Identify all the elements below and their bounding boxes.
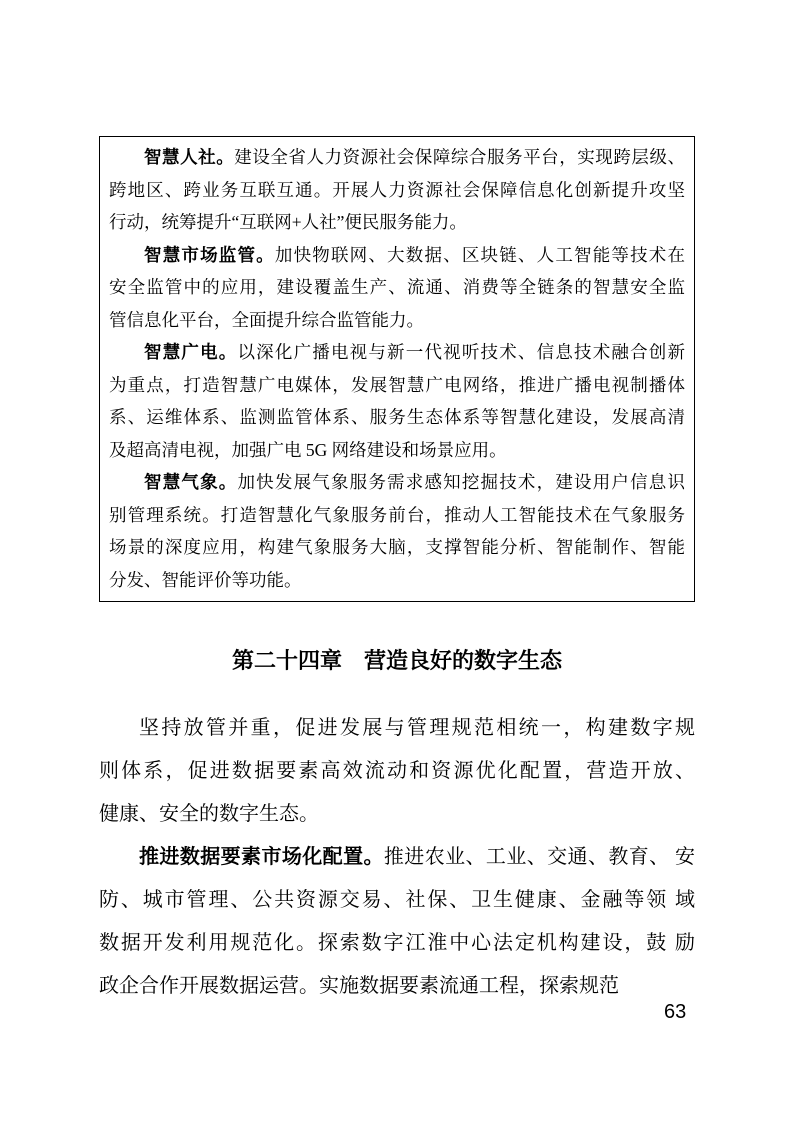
text-line: 智慧广电。以深化广播电视与新一代视听技术、信息技术融合创新 [144, 342, 686, 362]
paragraph [109, 141, 685, 239]
text-line: 则体系，促进数据要素高效流动和资源优化配置，营造开放、 [99, 760, 695, 782]
text-line: 推进数据要素市场化配置。推进农业、工业、交通、教育、 安 [139, 846, 696, 868]
paragraph-lead: 智慧广电。 [144, 342, 238, 362]
main-text [99, 707, 695, 1008]
text-line: 智慧市场监管。加快物联网、大数据、区块链、人工智能等技术在 [144, 244, 685, 265]
paragraph-lead: 推进数据要素市场化配置。 [139, 846, 384, 868]
text-line: 系、运维体系、监测监管体系、服务生态体系等智慧化建设，发展高清 [109, 407, 685, 427]
text-line: 健康、安全的数字生态。 [99, 803, 319, 825]
paragraph [99, 707, 695, 836]
page-content [99, 136, 695, 1008]
paragraph-lead: 智慧人社。 [144, 147, 235, 167]
text-line: 及超高清电视，加强广电 5G 网络建设和场景应用。 [109, 439, 507, 460]
paragraph-lead: 智慧市场监管。 [144, 244, 275, 265]
text-line: 坚持放管并重，促进发展与管理规范相统一，构建数字规 [139, 717, 695, 739]
paragraph-lead: 智慧气象。 [144, 472, 238, 492]
text-line: 智慧人社。建设全省人力资源社会保障综合服务平台，实现跨层级、 [144, 147, 686, 167]
paragraph [109, 239, 685, 337]
text-line: 数据开发利用规范化。探索数字江淮中心法定机构建设，鼓 励 [99, 932, 695, 954]
text-line: 跨地区、跨业务互联互通。开展人力资源社会保障信息化创新提升攻坚 [109, 179, 685, 200]
paragraph [99, 836, 695, 1008]
chapter-title: 第二十四章 营造良好的数字生态 [231, 648, 562, 673]
text-line: 别管理系统。打造智慧化气象服务前台，推动人工智能技术在气象服务 [109, 504, 685, 525]
text-line: 政企合作开展数据运营。实施数据要素流通工程，探索规范 [99, 975, 619, 997]
paragraph [109, 466, 685, 596]
text-line: 分发、智能评价等功能。 [109, 569, 302, 590]
text-line: 行动，统筹提升“互联网+人社”便民服务能力。 [109, 212, 467, 232]
smart-sections-box [99, 136, 695, 602]
text-line: 安全监管中的应用，建设覆盖生产、流通、消费等全链条的智慧安全监 [109, 277, 685, 297]
text-line: 管信息化平台，全面提升综合监管能力。 [109, 309, 424, 330]
text-line: 防、城市管理、公共资源交易、社保、卫生健康、金融等领 域 [99, 889, 695, 911]
text-line: 场景的深度应用，构建气象服务大脑，支撑智能分析、智能制作、智能 [109, 537, 685, 557]
paragraph [109, 336, 685, 466]
text-line: 为重点，打造智慧广电媒体，发展智慧广电网络，推进广播电视制播体 [109, 374, 685, 395]
text-line: 智慧气象。加快发展气象服务需求感知挖掘技术，建设用户信息识 [144, 472, 686, 492]
page-number: 63 [664, 1001, 687, 1023]
